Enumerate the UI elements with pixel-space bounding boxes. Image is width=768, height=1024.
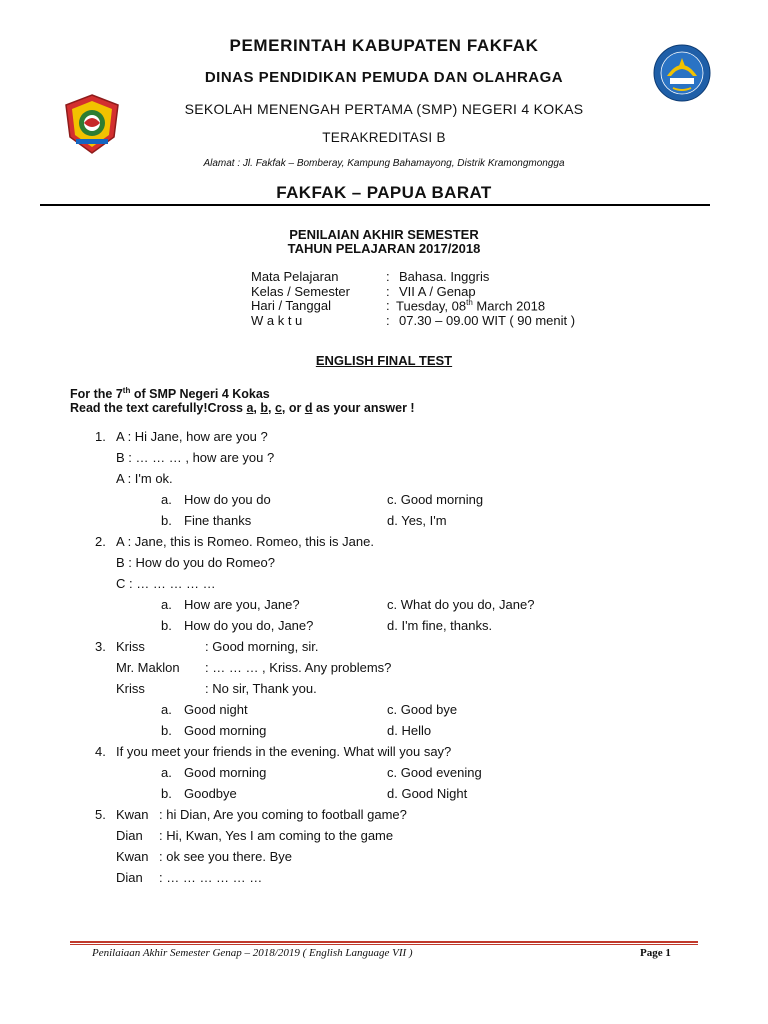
info-label: Kelas / Semester [251, 284, 350, 299]
question-text: If you meet your friends in the evening. What will you say? [116, 744, 452, 759]
option-d[interactable]: d. I'm fine, thanks. [387, 618, 493, 633]
option-c[interactable]: c. What do you do, Jane? [387, 597, 535, 612]
department-header: DINAS PENDIDIKAN PEMUDA DAN OLAHRAGA [204, 69, 564, 86]
option-d[interactable]: d. Good Night [387, 786, 468, 801]
option-c[interactable]: c. Good morning [387, 492, 484, 507]
option-c[interactable]: c. Good bye [387, 702, 458, 717]
dialogue-line: : No sir, Thank you. [205, 681, 317, 696]
speaker: Dian [116, 870, 143, 885]
dialogue-line: A : Jane, this is Romeo. Romeo, this is Jane. [116, 534, 374, 549]
option-a-label: a. [161, 702, 172, 717]
option-a-label: a. [161, 597, 172, 612]
info-value: VII A / Genap [399, 284, 476, 299]
speaker: Mr. Maklon [116, 660, 180, 675]
option-c[interactable]: c. Good evening [387, 765, 482, 780]
speaker: Kwan [116, 849, 149, 864]
option-b-label: b. [161, 513, 172, 528]
option-b[interactable]: Goodbye [184, 786, 237, 801]
question-number: 1. [95, 429, 106, 444]
speaker: Dian [116, 828, 143, 843]
dialogue-line: B : … … … , how are you ? [116, 450, 275, 465]
info-colon: : [386, 269, 390, 284]
option-a[interactable]: How are you, Jane? [184, 597, 300, 612]
footer-divider-thin [70, 944, 698, 945]
dialogue-line: C : … … … … … [116, 576, 216, 591]
school-address: Alamat : Jl. Fakfak – Bomberay, Kampung Bahamayong, Distrik Kramongmongga [203, 158, 565, 169]
info-label: Mata Pelajaran [251, 269, 339, 284]
dialogue-line: A : Hi Jane, how are you ? [116, 429, 268, 444]
test-title: ENGLISH FINAL TEST [315, 353, 453, 368]
instruction-class: For the 7th of SMP Negeri 4 Kokas [70, 386, 270, 402]
info-label: W a k t u [251, 313, 303, 328]
info-value-date: Tuesday, 08th March 2018 [396, 298, 546, 314]
dialogue-line: : Hi, Kwan, Yes I am coming to the game [159, 828, 394, 843]
accreditation: TERAKREDITASI B [322, 130, 446, 145]
option-d[interactable]: d. Yes, I'm [387, 513, 447, 528]
exam-year: TAHUN PELAJARAN 2017/2018 [287, 241, 481, 256]
option-b[interactable]: Good morning [184, 723, 267, 738]
footer-divider [70, 941, 698, 943]
option-a-label: a. [161, 492, 172, 507]
dialogue-line: A : I'm ok. [116, 471, 173, 486]
info-value: Bahasa. Inggris [399, 269, 490, 284]
option-a[interactable]: Good night [184, 702, 248, 717]
info-colon: : [386, 284, 390, 299]
footer-text: Penilaiaan Akhir Semester Genap – 2018/2019 ( English Language VII ) [92, 947, 413, 959]
question-number: 4. [95, 744, 106, 759]
question-number: 2. [95, 534, 106, 549]
speaker: Kriss [116, 681, 145, 696]
option-a[interactable]: How do you do [184, 492, 271, 507]
question-number: 5. [95, 807, 106, 822]
info-value: 07.30 – 09.00 WIT ( 90 menit ) [399, 313, 576, 328]
option-b-label: b. [161, 618, 172, 633]
school-name: SEKOLAH MENENGAH PERTAMA (SMP) NEGERI 4 KOKAS [184, 101, 584, 117]
dialogue-line: : … … … … … … [159, 870, 263, 885]
speaker: Kriss [116, 639, 145, 654]
dialogue-line: : … … … , Kriss. Any problems? [205, 660, 392, 675]
info-label: Hari / Tanggal [251, 298, 331, 313]
option-b-label: b. [161, 723, 172, 738]
dialogue-line: : ok see you there. Bye [159, 849, 292, 864]
region-title: FAKFAK – PAPUA BARAT [276, 183, 492, 202]
option-a-label: a. [161, 765, 172, 780]
info-colon: : [386, 313, 390, 328]
dialogue-line: B : How do you do Romeo? [116, 555, 275, 570]
dialogue-line: : hi Dian, Are you coming to football game? [159, 807, 407, 822]
speaker: Kwan [116, 807, 149, 822]
option-a[interactable]: Good morning [184, 765, 267, 780]
page-number: Page 1 [640, 947, 671, 959]
option-b[interactable]: Fine thanks [184, 513, 252, 528]
dialogue-line: : Good morning, sir. [205, 639, 319, 654]
option-b[interactable]: How do you do, Jane? [184, 618, 314, 633]
option-b-label: b. [161, 786, 172, 801]
gov-header: PEMERINTAH KABUPATEN FAKFAK [229, 36, 539, 55]
option-d[interactable]: d. Hello [387, 723, 432, 738]
instruction-text: Read the text carefully!Cross a, b, c, or d as your answer ! [70, 401, 415, 415]
question-number: 3. [95, 639, 106, 654]
header-divider [40, 204, 710, 206]
info-colon: : [386, 298, 390, 313]
exam-title: PENILAIAN AKHIR SEMESTER [289, 227, 479, 242]
